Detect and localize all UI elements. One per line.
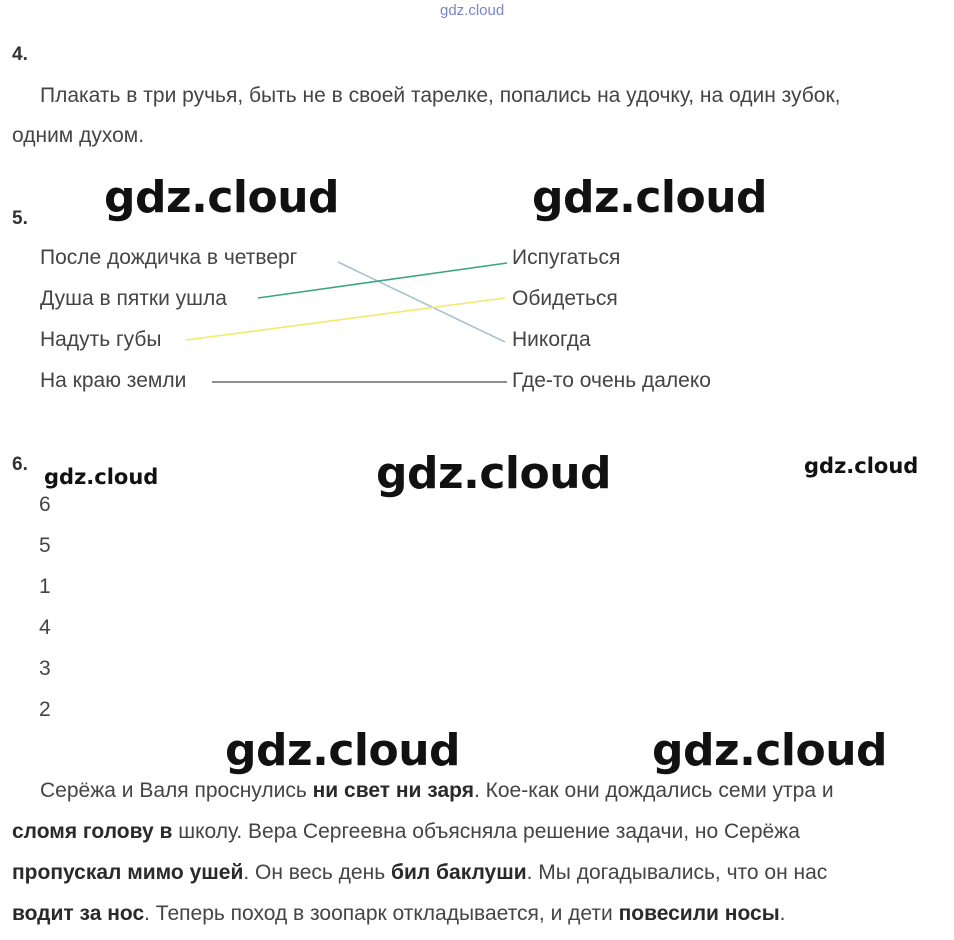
- match-right-item: Испугаться: [512, 246, 621, 269]
- watermark: gdz.cloud: [44, 465, 159, 489]
- answer-item: 6: [39, 493, 51, 516]
- answer-item: 3: [39, 657, 51, 680]
- match-left-item: Надуть губы: [40, 328, 162, 351]
- story-line: [12, 811, 941, 852]
- watermark: gdz.cloud: [225, 725, 461, 776]
- idiom: пропускал мимо ушей: [12, 861, 244, 884]
- match-right-item: Обидеться: [512, 287, 618, 310]
- task-4-line-1: Плакать в три ручья, быть не в своей тарелке, попались на удочку, на один зубок,: [40, 84, 841, 107]
- story-text: . Кое-как они дождались семи утра и: [473, 779, 834, 802]
- story-text: . Теперь поход в зоопарк откладывается, и дети: [144, 902, 619, 925]
- idiom: ни свет ни заря: [312, 779, 474, 802]
- task-5-number: 5.: [12, 208, 28, 229]
- watermark-top: gdz.cloud: [440, 2, 505, 19]
- task-6-number: 6.: [12, 454, 28, 475]
- watermark: gdz.cloud: [104, 172, 340, 223]
- story-text: школу. Вера Сергеевна объясняла решение задачи, но Серёжа: [172, 820, 800, 843]
- watermark: gdz.cloud: [532, 172, 768, 223]
- story-text: Серёжа и Валя проснулись: [40, 779, 313, 802]
- idiom: повесили носы: [618, 902, 780, 925]
- answer-item: 5: [39, 534, 51, 557]
- idiom: водит за нос: [12, 902, 145, 925]
- match-right-item: Никогда: [512, 328, 591, 351]
- story-line: [12, 770, 941, 811]
- match-line-2: [258, 263, 507, 298]
- answer-item: 4: [39, 616, 51, 639]
- story-text: . Он весь день: [243, 861, 391, 884]
- story-text: . Мы догадывались, что он нас: [526, 861, 828, 884]
- match-left-item: Душа в пятки ушла: [40, 287, 227, 310]
- idiom: сломя голову в: [12, 820, 173, 843]
- watermark: gdz.cloud: [376, 448, 612, 499]
- match-left-item: После дождичка в четверг: [40, 246, 298, 269]
- watermark: gdz.cloud: [804, 454, 919, 478]
- match-right-item: Где-то очень далеко: [512, 369, 711, 392]
- task-4-number: 4.: [12, 44, 28, 65]
- idiom: бил баклуши: [390, 861, 527, 884]
- story-line: [12, 852, 941, 893]
- answer-item: 2: [39, 698, 51, 721]
- task-4-line-2: одним духом.: [12, 124, 145, 147]
- match-left-item: На краю земли: [40, 369, 187, 392]
- watermark: gdz.cloud: [652, 725, 888, 776]
- story-line: [12, 893, 941, 934]
- story-paragraph: [12, 770, 941, 934]
- story-text: .: [779, 902, 786, 925]
- answer-item: 1: [39, 575, 51, 598]
